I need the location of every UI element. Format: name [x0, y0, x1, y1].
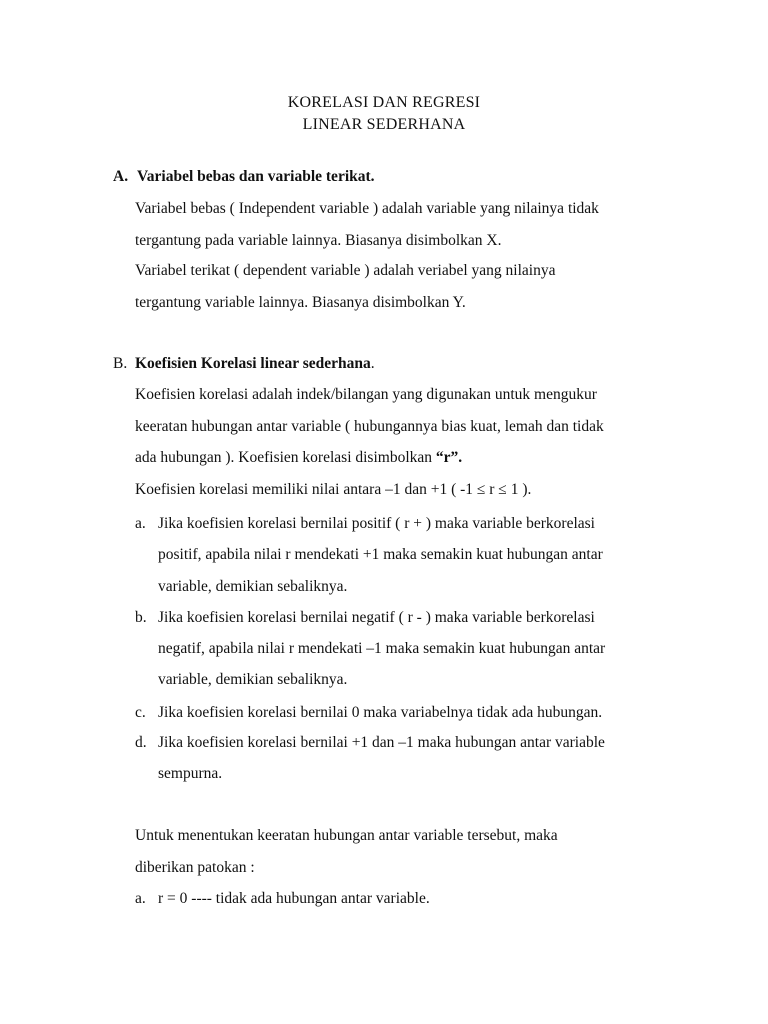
section-b-marker: B. — [113, 355, 128, 372]
section-a-line-2: tergantung pada variable lainnya. Biasanya disimbolkan X. — [135, 232, 502, 249]
patokan-item-a-marker: a. — [135, 890, 146, 907]
list-item-b-line-3: variable, demikian sebaliknya. — [158, 671, 348, 688]
section-a-heading: Variabel bebas dan variable terikat. — [137, 168, 375, 185]
list-item-b-line-1: Jika koefisien korelasi bernilai negatif ( r - ) maka variable berkorelasi — [158, 609, 595, 626]
patokan-line-1: Untuk menentukan keeratan hubungan antar variable tersebut, maka — [135, 827, 558, 844]
list-item-d-marker: d. — [135, 734, 147, 751]
patokan-line-2: diberikan patokan : — [135, 859, 255, 876]
section-b-line-3 — [135, 448, 462, 468]
section-a-line-3: Variabel terikat ( dependent variable ) adalah veriabel yang nilainya — [135, 262, 556, 279]
section-b-line-1: Koefisien korelasi adalah indek/bilangan yang digunakan untuk mengukur — [135, 386, 597, 403]
list-item-a-line-3: variable, demikian sebaliknya. — [158, 578, 348, 595]
section-b-line-2: keeratan hubungan antar variable ( hubungannya bias kuat, lemah dan tidak — [135, 418, 604, 435]
section-b-line-4: Koefisien korelasi memiliki nilai antara –1 dan +1 ( -1 ≤ r ≤ 1 ). — [135, 481, 532, 498]
section-b-heading: Koefisien Korelasi linear sederhana — [135, 355, 371, 372]
list-item-a-line-1: Jika koefisien korelasi bernilai positif ( r + ) maka variable berkorelasi — [158, 515, 595, 532]
patokan-item-a-text: r = 0 ---- tidak ada hubungan antar variable. — [158, 890, 430, 907]
section-b-line-3-text: ada hubungan ). Koefisien korelasi disimbolkan — [135, 449, 436, 466]
list-item-c-marker: c. — [135, 704, 146, 721]
list-item-a-line-2: positif, apabila nilai r mendekati +1 maka semakin kuat hubungan antar — [158, 546, 603, 563]
document-title-line-2: LINEAR SEDERHANA — [302, 116, 466, 133]
list-item-a-marker: a. — [135, 515, 146, 532]
section-a-line-1: Variabel bebas ( Independent variable ) adalah variable yang nilainya tidak — [135, 200, 599, 217]
section-b-heading-suffix: . — [370, 355, 375, 372]
section-b-heading-wrap — [135, 354, 375, 374]
section-a-marker: A. — [113, 168, 129, 185]
list-item-d-line-2: sempurna. — [158, 765, 223, 782]
list-item-c-line-1: Jika koefisien korelasi bernilai 0 maka variabelnya tidak ada hubungan. — [158, 704, 603, 721]
list-item-b-line-2: negatif, apabila nilai r mendekati –1 maka semakin kuat hubungan antar — [158, 640, 606, 657]
document-title-line-1: KORELASI DAN REGRESI — [287, 94, 481, 111]
correlation-symbol: “r”. — [435, 449, 463, 466]
list-item-b-marker: b. — [135, 609, 147, 626]
list-item-d-line-1: Jika koefisien korelasi bernilai +1 dan –1 maka hubungan antar variable — [158, 734, 605, 751]
section-a-line-4: tergantung variable lainnya. Biasanya disimbolkan Y. — [135, 294, 466, 311]
